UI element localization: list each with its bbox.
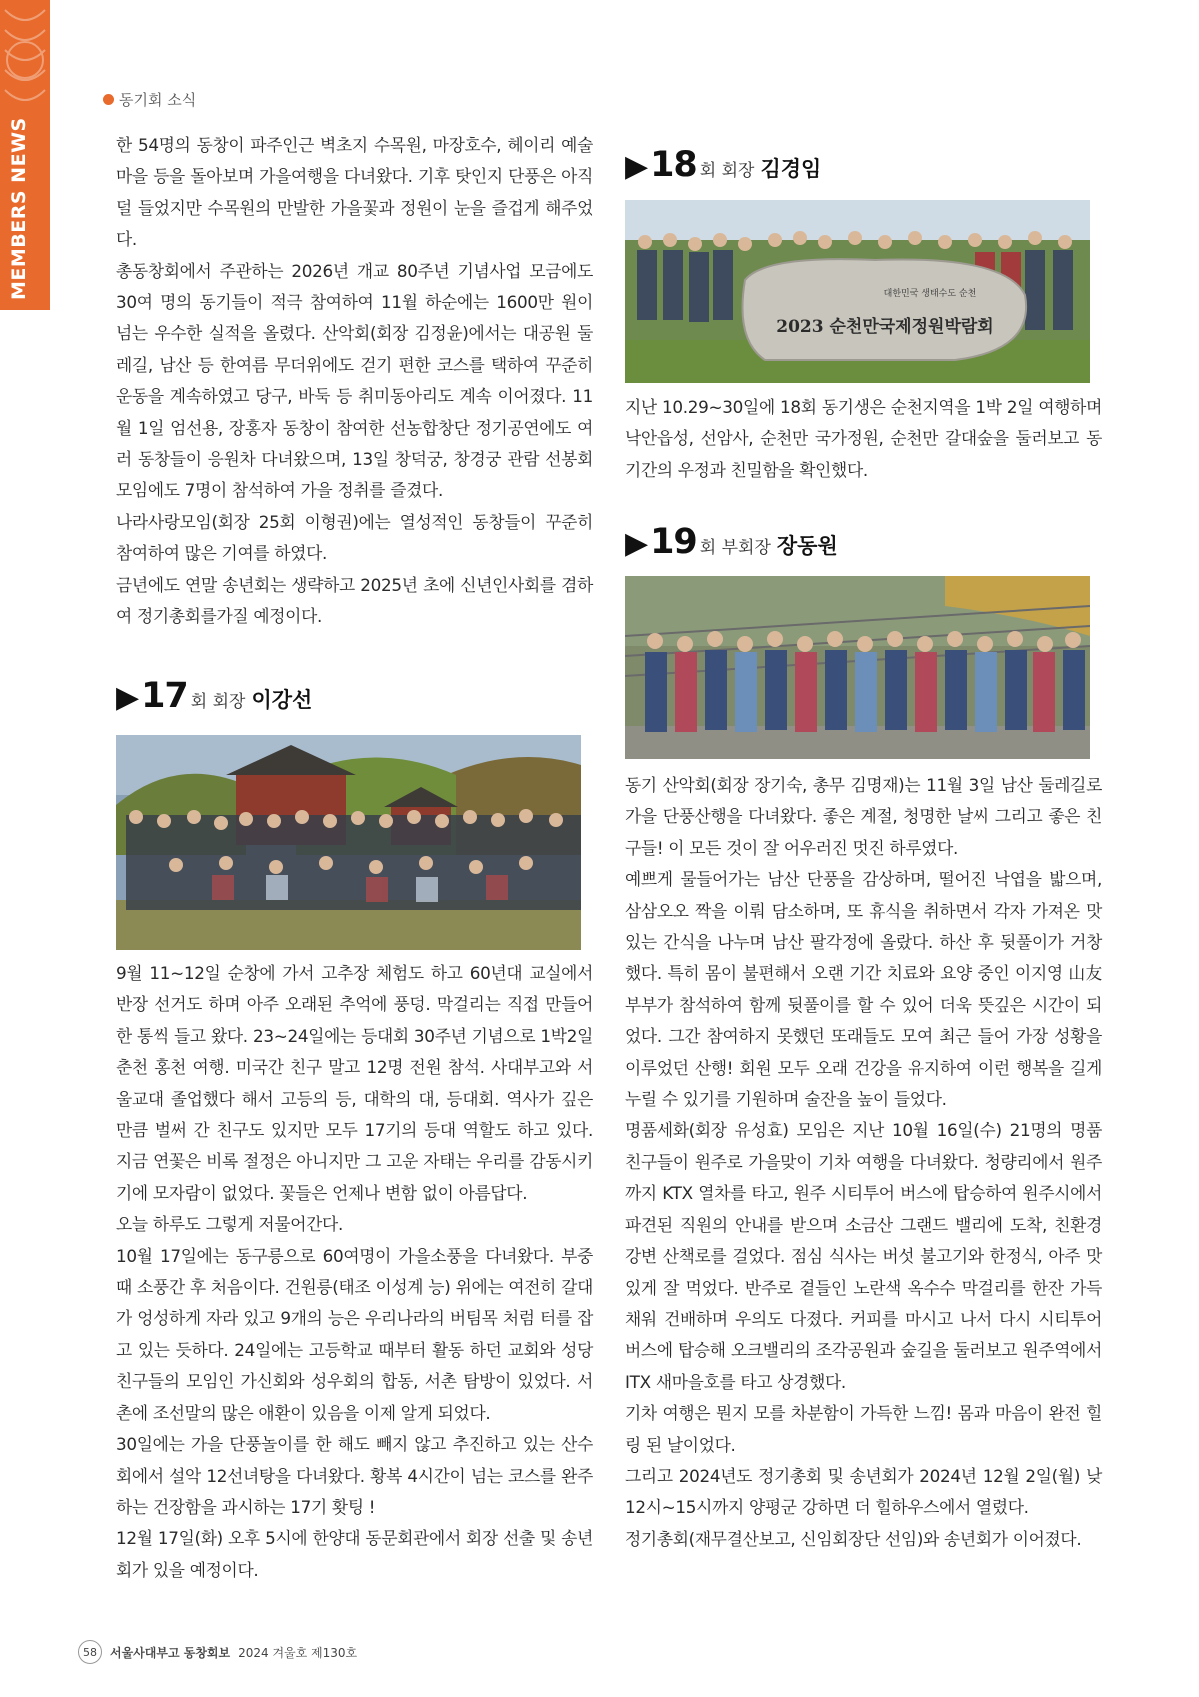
section-19-text [625,770,1102,1555]
paragraph: 지난 10.29~30일에 18회 동기생은 순천지역을 1박 2일 여행하며 낙안읍성, 선암사, 순천만 국가정원, 순천만 갈대숲을 둘러보고 동기간의 우정과 친밀함을 확인했다. [625,397,1102,480]
role-label: 회 회장 [699,161,755,181]
author-name: 장동원 [776,533,838,558]
class-number: 17 [141,676,188,716]
side-label: MEMBERS NEWS [8,117,30,300]
paragraph: 오늘 하루도 그렇게 저물어간다. [116,1214,343,1235]
triangle-marker-icon: ▶ [625,526,649,561]
triangle-marker-icon: ▶ [625,149,649,184]
role-label: 회 부회장 [699,538,771,558]
paragraph: 12월 17일(화) 오후 5시에 한양대 동문회관에서 회장 선출 및 송년회가 있을 예정이다. [116,1528,593,1580]
page-number: 58 [78,1640,102,1664]
paragraph: 한 54명의 동창이 파주인근 벽초지 수목원, 마장호수, 헤이리 예술마을 등을 돌아보며 가을여행을 다녀왔다. 기후 탓인지 단풍은 아직 덜 들었지만 수목원의 만발한 가을꽃과 정원이 눈을 즐겁게 해주었다. [116,135,593,250]
paragraph: 정기총회(재무결산보고, 신임회장단 선임)와 송년회가 이어졌다. [625,1528,1082,1549]
side-tab [0,0,50,310]
paragraph: 총동창회에서 주관하는 2026년 개교 80주년 기념사업 모금에도 30여 명의 동기들이 적극 참여하여 11월 하순에는 1600만 원이 넘는 우수한 실적을 올렸다. 산악회(회장 김정윤)에서는 대공원 둘레길, 남산 등 한여름 무더위에도 걷기 편한 코스를 택하여 꾸준히 운동을 계속하였고 당구, 바둑 등 취미동아리도 계속 이어졌다. 11월 1일 엄선용, 장홍자 동창이 참여한 선농합창단 정기공연에도 여러 동창들이 응원차 다녀왔으며, 13일 창덕궁, 창경궁 관람 선봉회 모임에도 7명이 참석하여 가을 정취를 즐겼다. [116,260,593,501]
class-number: 18 [650,145,697,185]
paragraph: 그리고 2024년도 정기총회 및 송년회가 2024년 12월 2일(월) 낮 12시~15시까지 양평군 강하면 더 힐하우스에서 열렸다. [625,1465,1102,1518]
rock-inscription: 2023 순천만국제정원박람회 [776,317,994,337]
intro-text [116,130,593,633]
paragraph: 나라사랑모임(회장 25회 이형권)에는 열성적인 동창들이 꾸준히 참여하여 많은 기여를 하였다. [116,511,593,564]
section-tag-label: 동기회 소식 [119,91,197,109]
class-number: 19 [650,522,697,562]
crest-pattern-icon [0,0,50,120]
paragraph: 9월 11~12일 순창에 가서 고추장 체험도 하고 60년대 교실에서 반장 선거도 하며 아주 오래된 추억에 풍덩. 막걸리는 직접 만들어 한 통씩 들고 왔다. 23~24일에는 등대회 30주년 기념으로 1박2일 춘천 홍천 여행. 미국간 친구 말고 12명 전원 참석. 사대부고와 서울교대 졸업했다 해서 고등의 등, 대학의 대, 등대회. 역사가 깊은 만큼 벌써 간 친구도 있지만 모두 17기의 등대 역할도 하고 있다. 지금 연꽃은 비록 절정은 아니지만 그 고운 자태는 우리를 감동시키기에 모자람이 없었다. 꽃들은 언제나 변함 없이 아름답다. [116,963,593,1203]
publication-title: 서울사대부고 동창회보 [110,1645,231,1660]
section-19-heading [625,522,838,562]
triangle-marker-icon: ▶ [116,680,140,715]
section-18-text [625,392,1102,486]
section-17-text [116,958,593,1586]
section-19-photo [625,576,1090,759]
section-17-heading [116,676,312,716]
paragraph: 30일에는 가을 단풍놀이를 한 해도 빼지 않고 추진하고 있는 산수회에서 설악 12선녀탕을 다녀왔다. 황복 4시간이 넘는 코스를 완주하는 건장함을 과시하는 17기 홧팅 ! [116,1434,593,1517]
page-footer [78,1640,357,1664]
issue-label: 2024 겨울호 제130호 [238,1645,358,1660]
paragraph: 동기 산악회(회장 장기숙, 총무 김명재)는 11월 3일 남산 둘레길로 가을 단풍산행을 다녀왔다. 좋은 계절, 청명한 날씨 그리고 좋은 친구들! 이 모든 것이 잘 어우러진 멋진 하루였다. [625,775,1102,858]
section-18-photo [625,200,1090,383]
paragraph: 10월 17일에는 동구릉으로 60여명이 가을소풍을 다녀왔다. 부중 때 소풍간 후 처음이다. 건원릉(태조 이성계 능) 위에는 여전히 갈대가 엉성하게 자라 있고 9개의 능은 우리나라의 버팀목 처럼 터를 잡고 있는 듯하다. 24일에는 고등학교 때부터 활동 하던 교회와 성당 친구들의 모임인 가신회와 성우회의 합동, 서촌 탐방이 있었다. 서촌에 조선말의 많은 애환이 있음을 이제 알게 되었다. [116,1245,593,1423]
paragraph: 명품세화(회장 유성효) 모임은 지난 10월 16일(수) 21명의 명품 친구들이 원주로 가을맞이 기차 여행을 다녀왔다. 청량리에서 원주까지 KTX 열차를 타고, 원주 시티투어 버스에 탑승하여 원주시에서 파견된 직원의 안내를 받으며 소금산 그랜드 밸리에 도착, 친환경 강변 산책로를 걸었다. 점심 식사는 버섯 불고기와 한정식, 아주 맛있게 잘 먹었다. 반주로 곁들인 노란색 옥수수 막걸리를 한잔 가득 채워 건배하며 우의도 다졌다. 커피를 마시고 나서 다시 시티투어 버스에 탑승해 오크밸리의 조각공원과 숲길을 둘러보고 원주역에서 ITX 새마을호를 타고 상경했다. [625,1120,1102,1392]
section-tag [103,89,196,110]
author-name: 김경임 [760,156,822,181]
section-18-heading [625,145,821,185]
rock-small-inscription: 대한민국 생태수도 순천 [883,289,977,299]
paragraph: 금년에도 연말 송년회는 생략하고 2025년 초에 신년인사회를 겸하여 정기총회를가질 예정이다. [116,574,593,627]
paragraph: 기차 여행은 뭔지 모를 차분함이 가득한 느낌! 몸과 마음이 완전 힐링 된 날이었다. [625,1403,1102,1455]
role-label: 회 회장 [190,692,246,712]
author-name: 이강선 [251,687,313,712]
section-17-photo [116,735,581,950]
paragraph: 예쁘게 물들어가는 남산 단풍을 감상하며, 떨어진 낙엽을 밟으며, 삼삼오오 짝을 이뤄 담소하며, 또 휴식을 취하면서 각자 가져온 맛있는 간식을 나누며 남산 팔각정에 올랐다. 하산 후 뒷풀이가 거창했다. 특히 몸이 불편해서 오랜 기간 치료와 요양 중인 이지영 山友 부부가 참석하여 함께 뒷풀이를 할 수 있어 더욱 뜻깊은 시간이 되었다. 그간 참여하지 못했던 또래들도 모여 최근 들어 가장 성황을 이루었던 산행! 회원 모두 오래 건강을 유지하여 이런 행복을 길게 누릴 수 있기를 기원하며 술잔을 높이 들었다. [625,869,1102,1110]
bullet-dot-icon [103,94,114,105]
